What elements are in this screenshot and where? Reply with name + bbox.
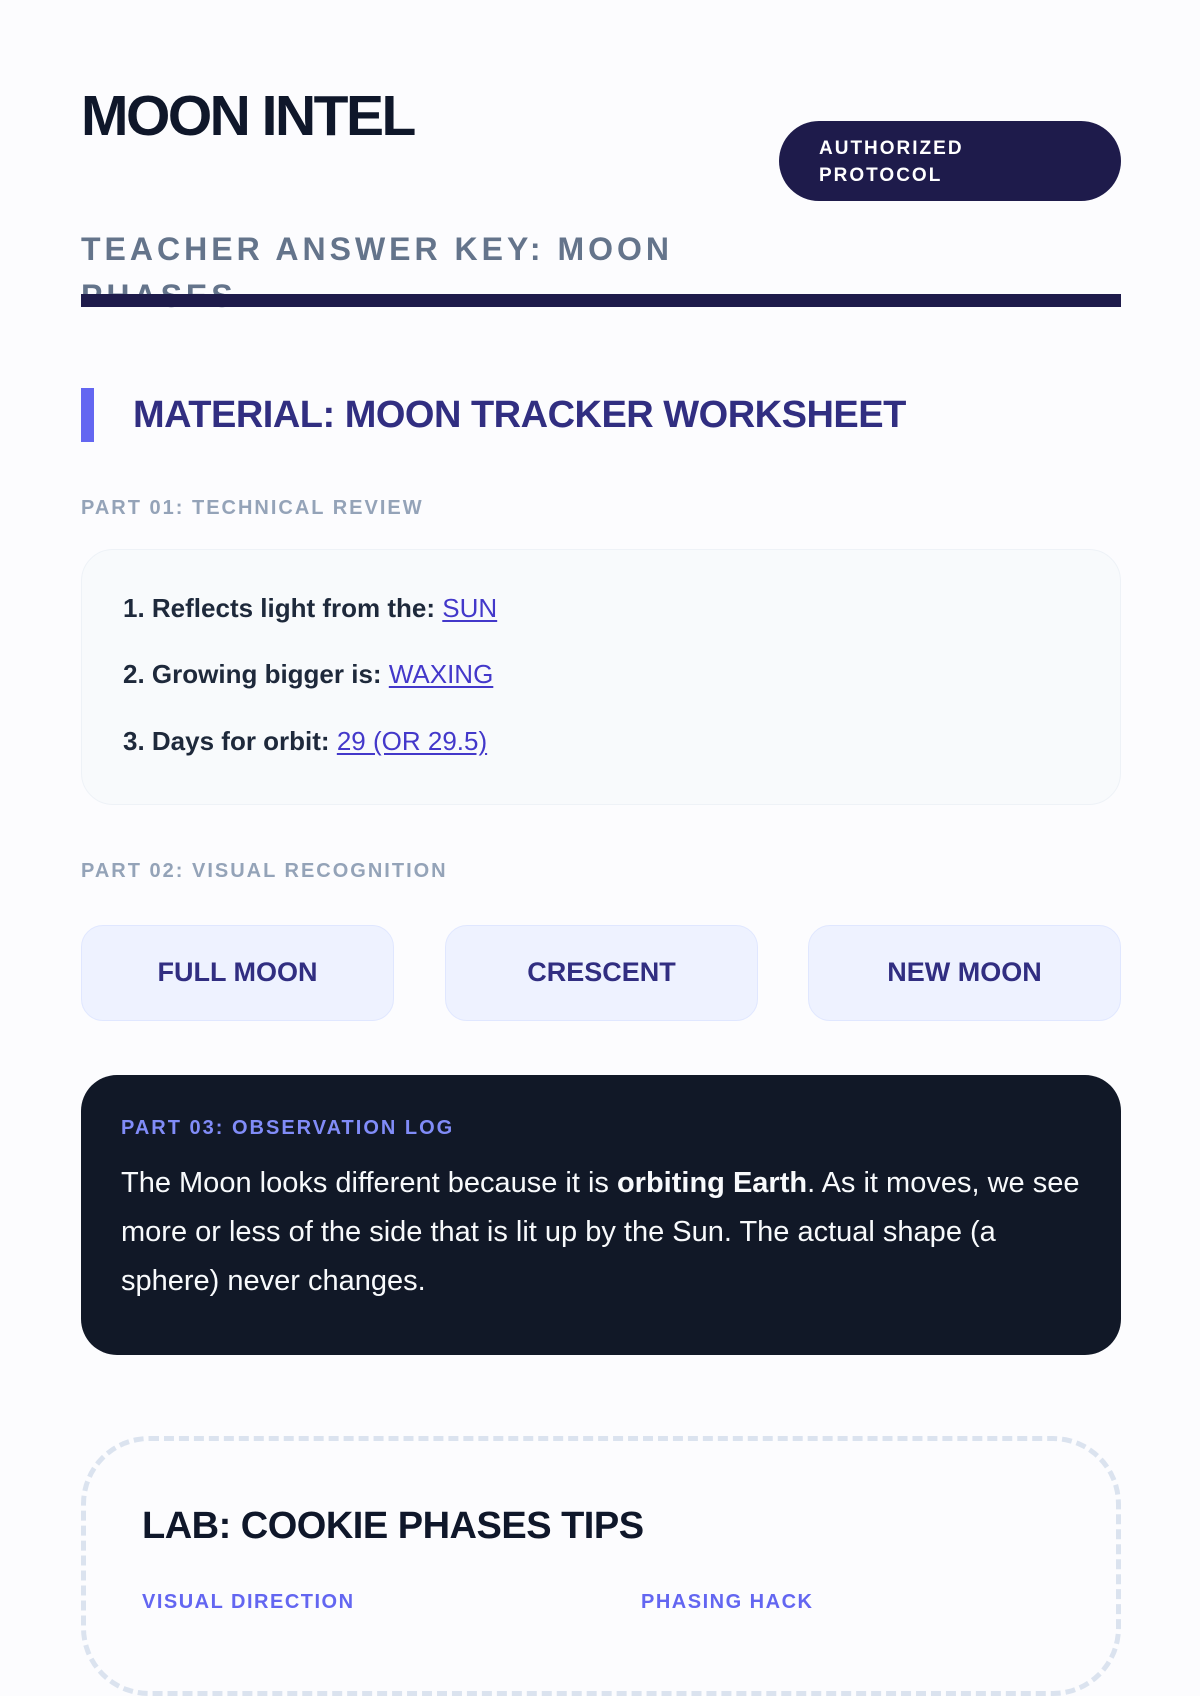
answer-text: WAXING <box>388 659 494 689</box>
review-question-3 <box>123 725 487 757</box>
phase-card-full-moon: FULL MOON <box>81 925 394 1021</box>
part3-label: PART 03: OBSERVATION LOG <box>121 1117 455 1139</box>
header-divider <box>81 294 1121 307</box>
visual-direction-label: VISUAL DIRECTION <box>142 1591 355 1613</box>
phase-card-crescent: CRESCENT <box>445 925 758 1021</box>
review-question-2 <box>123 658 493 690</box>
part1-label: PART 01: TECHNICAL REVIEW <box>81 497 424 519</box>
observation-log-card <box>81 1075 1121 1355</box>
material-heading <box>81 388 1121 442</box>
authorized-protocol-badge: AUTHORIZED PROTOCOL <box>779 121 1121 201</box>
page-subtitle: TEACHER ANSWER KEY: MOON <box>81 231 673 267</box>
observation-text-end: . As it moves, we see more or less of the side that is lit up by the Sun. The actual shape (a sphere) never changes. <box>121 1167 1080 1297</box>
material-accent-bar <box>81 388 94 442</box>
observation-text-start: The Moon looks different because it is <box>121 1167 617 1199</box>
phasing-hack-label: PHASING HACK <box>641 1591 814 1613</box>
material-title: MATERIAL: MOON TRACKER WORKSHEET <box>133 394 906 436</box>
part2-label: PART 02: VISUAL RECOGNITION <box>81 860 448 882</box>
answer-text: SUN <box>442 593 498 623</box>
observation-text-emphasis: orbiting Earth <box>616 1167 808 1199</box>
technical-review-card <box>81 549 1121 805</box>
phase-card-new-moon: NEW MOON <box>808 925 1121 1021</box>
question-text: 3. Days for orbit: <box>123 726 330 756</box>
review-question-1 <box>123 592 497 624</box>
answer-text: 29 (OR 29.5) <box>336 726 488 756</box>
lab-title: LAB: COOKIE PHASES TIPS <box>142 1505 644 1547</box>
cookie-phases-lab-card <box>81 1436 1121 1696</box>
observation-text <box>121 1159 1081 1306</box>
brand-title: MOON INTEL <box>81 84 414 148</box>
question-text: 2. Growing bigger is: <box>123 659 382 689</box>
question-text: 1. Reflects light from the: <box>123 593 436 623</box>
